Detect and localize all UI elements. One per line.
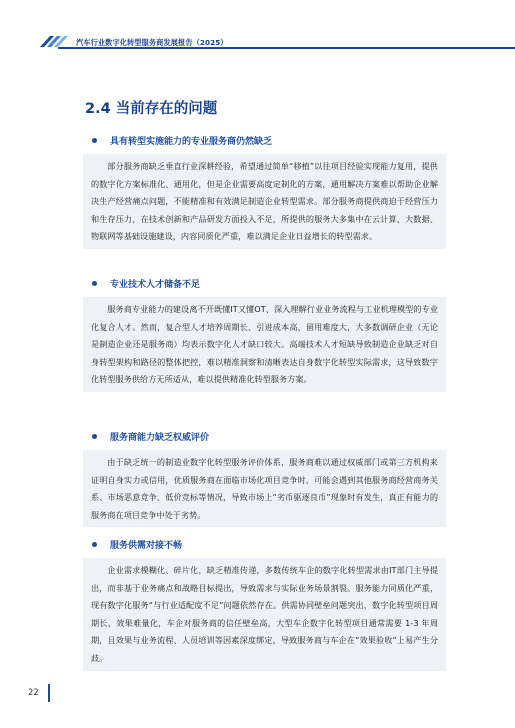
section-title: 2.4 当前存在的问题 — [85, 101, 218, 117]
bullet-dot-icon — [92, 542, 97, 547]
report-title: 汽车行业数字化转型服务商发展报告（2025） — [76, 38, 228, 47]
item-heading-3 — [92, 429, 209, 443]
paragraph-box-1 — [83, 154, 446, 249]
item-heading-text: 服务供需对接不畅 — [110, 540, 183, 551]
paragraph-box-4 — [83, 558, 446, 671]
bullet-dot-icon — [92, 434, 97, 439]
paragraph-box-2 — [83, 297, 446, 392]
page-number: 22 — [28, 688, 39, 698]
item-heading-2 — [92, 276, 200, 290]
bullet-dot-icon — [92, 281, 97, 286]
page-header — [0, 0, 515, 62]
footer-rule — [48, 684, 50, 702]
item-heading-text: 服务商能力缺乏权威评价 — [110, 432, 210, 443]
paragraph-box-3 — [83, 450, 446, 527]
item-heading-4 — [92, 537, 182, 551]
item-heading-text: 专业技术人才储备不足 — [110, 279, 201, 290]
paragraph-text: 部分服务商缺乏垂直行业深耕经验，希望通过简单“移植”以往项目经验实现能力复用，提供的数字化方案标准化、通用化，但是企业需要高度定制化的方案，通用解决方案难以帮助企业解决生产经营痛点问题，不能精准和有效满足制造企业转型需求。部分服务商提供商迫于经营压力和生存压力，在技术创新和产品研发方面投入不足，所提供的服务大多集中在云计算、大数据、物联网等基础设施建设，内容同质化严重，难以满足企业日益增长的转型需求。 — [91, 161, 438, 242]
item-heading-text: 具有转型实施能力的专业服务商仍然缺乏 — [110, 136, 273, 147]
paragraph-text: 服务商专业能力的建设离不开既懂IT又懂OT、深入理解行业业务流程与工业机理模型的专业化复合人才。然而，复合型人才培养周期长、引进成本高、留用难度大，大多数调研企业（无论是制造企业还是服务商）均表示数字化人才缺口较大。高端技术人才短缺导致制造企业缺乏对自身转型架构和路径的整体把控，难以精准洞察和清晰表达自身数字化转型实际需求，这导致数字化转型服务供给方无所适从，难以提供精准化转型服务方案。 — [91, 304, 438, 385]
report-logo-icon — [40, 33, 74, 53]
paragraph-text: 企业需求模糊化、碎片化，缺乏精准传递，多数传统车企的数字化转型需求由IT部门主导提出，而非基于业务痛点和战略目标提出，导致需求与实际业务场景割裂。服务能力同质化严重，现有数字化服务“与行业适配度不足”问题依然存在。供需协同壁垒问题突出，数字化转型项目周期长，效果难量化，车企对服务商的信任壁垒高，大型车企数字化转型项目通常需要 1-3 年周期，且效果与业务流程、人员培训等因素深度绑定，导致服务商与车企在“效果验收”上易产生分歧。 — [91, 565, 438, 663]
paragraph-text: 由于缺乏统一的制造业数字化转型服务评价体系，服务商难以通过权威部门或第三方机构来证明自身实力或信用，优质服务商在面临市场化项目竞争时，可能会遇到其他服务商经营商务关系、市场恶意竞争、低价竞标等情况，导致市场上“劣币驱逐良币”现象时有发生，真正有能力的服务商在项目竞争中处于劣势。 — [91, 457, 438, 520]
item-heading-1 — [92, 133, 272, 147]
bullet-dot-icon — [92, 138, 97, 143]
